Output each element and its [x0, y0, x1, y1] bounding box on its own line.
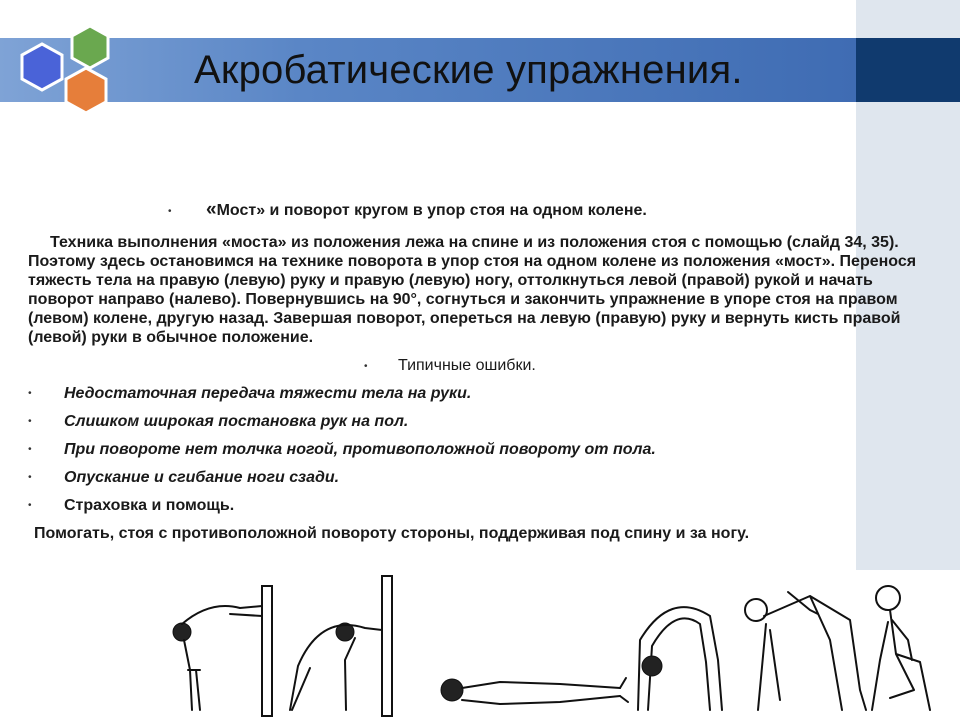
heading-quote-mark: « — [206, 199, 217, 220]
bullet-dot-icon: • — [168, 206, 172, 217]
section-heading-bridge — [28, 200, 933, 220]
figure-kneeling — [872, 586, 930, 710]
figure-bend-back — [173, 586, 272, 716]
bullet-dot-icon: • — [28, 472, 32, 483]
help-paragraph: Помогать, стоя с противоположной повороту стороны, поддерживая под спину и за ногу. — [34, 525, 750, 542]
help-heading — [28, 496, 933, 515]
error-item — [28, 440, 933, 459]
slide-content — [28, 200, 933, 543]
hexagon-logo-icon — [8, 22, 118, 116]
error-text: Слишком широкая постановка рук на пол. — [64, 413, 409, 430]
bullet-dot-icon: • — [28, 416, 32, 427]
bullet-dot-icon: • — [364, 361, 368, 372]
error-item — [28, 384, 933, 403]
figure-lying — [441, 678, 628, 704]
error-item — [28, 468, 933, 487]
figure-turning — [745, 592, 866, 710]
technique-paragraph: Техника выполнения «моста» из положения лежа на спине и из положения стоя с помощью (слайд 34, 35). Поэтому здесь остановимся на технике поворота в упор стоя на одном колене из положения «мост». Перенося тяжесть тела на правую (левую) руку и правую (левую) ногу, оттолкнуться левой (правой) рукой и начать поворот направо (налево). Повернувшись на 90°, согнуться и закончить упражнение в упоре стоя на правом (левом) колене, другую назад. Завершая поворот, опереться на левую (правую) руку и вернуть кисть правой (левой) руки в обычное положение. — [28, 234, 917, 346]
figure-bridge — [638, 607, 722, 710]
hexagon-green — [72, 26, 108, 68]
slide-title: Акробатические упражнения. — [194, 48, 743, 92]
bullet-dot-icon: • — [28, 388, 32, 399]
title-band-dark — [856, 38, 960, 102]
hexagon-orange — [66, 68, 106, 113]
figure-bridge-wall — [290, 576, 392, 716]
help-heading-text: Страховка и помощь. — [64, 497, 235, 514]
section-heading-errors — [28, 356, 933, 375]
error-text: При повороте нет толчка ногой, противоположной повороту от пола. — [64, 441, 656, 458]
exercise-illustration — [170, 570, 960, 720]
bullet-dot-icon: • — [28, 500, 32, 511]
heading-text: Мост» и поворот кругом в упор стоя на одном колене. — [216, 202, 647, 219]
hexagon-blue — [22, 44, 62, 90]
error-text: Недостаточная передача тяжести тела на руки. — [64, 385, 472, 402]
errors-heading-text: Типичные ошибки. — [398, 357, 536, 374]
error-text: Опускание и сгибание ноги сзади. — [64, 469, 340, 486]
error-item — [28, 412, 933, 431]
bullet-dot-icon: • — [28, 444, 32, 455]
